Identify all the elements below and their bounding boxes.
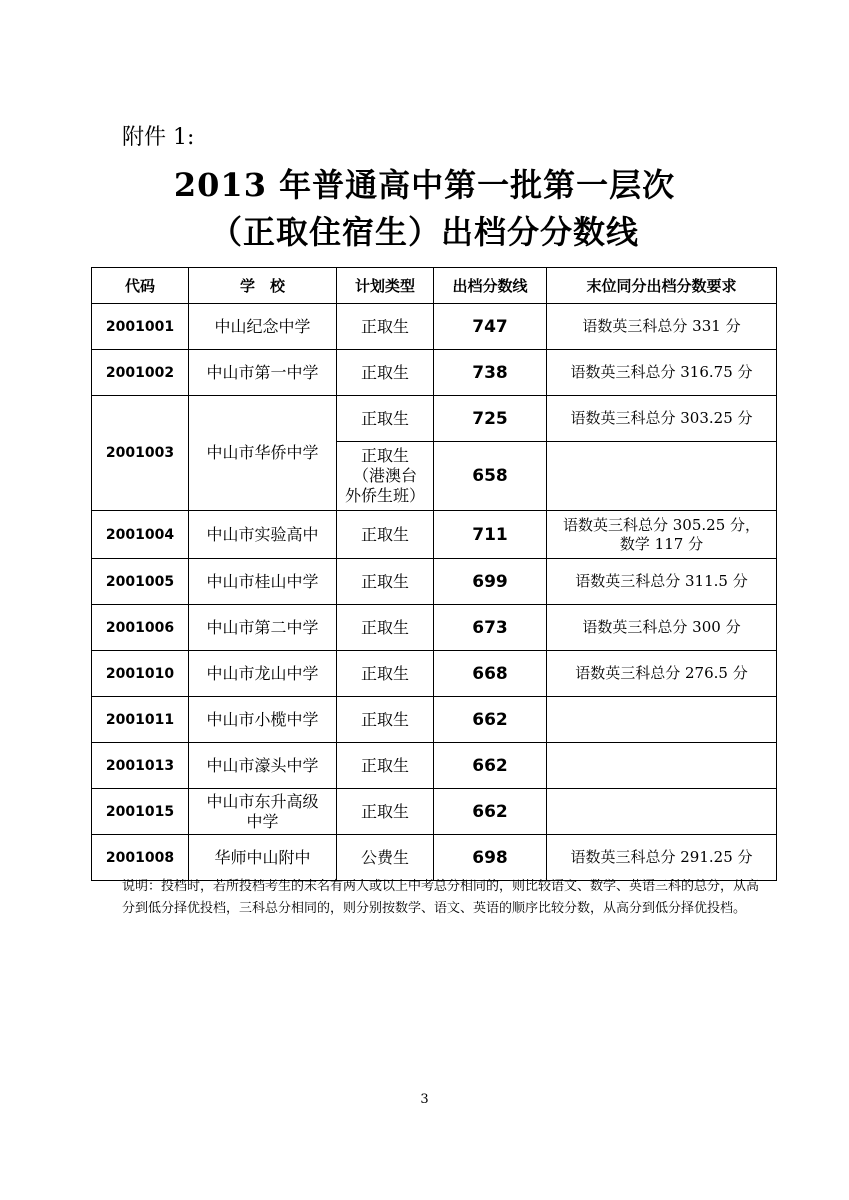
- school-name-cell: 中山市桂山中学: [189, 559, 337, 605]
- score-line-cell: 747: [434, 304, 547, 350]
- school-code-cell: 2001015: [92, 789, 189, 835]
- table-row: [92, 605, 777, 651]
- score-line-cell: 711: [434, 511, 547, 559]
- plan-type-cell: 正取生: [337, 304, 434, 350]
- school-name-cell: 中山市华侨中学: [189, 396, 337, 511]
- score-line-cell: 725: [434, 396, 547, 442]
- plan-type-cell: 正取生: [337, 559, 434, 605]
- plan-type-cell: 正取生: [337, 605, 434, 651]
- tie-requirement-cell: [547, 789, 777, 835]
- attachment-label: 附件 1:: [122, 125, 195, 150]
- score-line-cell: 698: [434, 835, 547, 881]
- tie-requirement-cell: 语数英三科总分 305.25 分， 数学 117 分: [547, 511, 777, 559]
- table-row: [92, 559, 777, 605]
- plan-type-cell: 正取生: [337, 789, 434, 835]
- header-school: 学 校: [189, 268, 337, 304]
- school-name-cell: 中山市实验高中: [189, 511, 337, 559]
- plan-type-cell: 正取生: [337, 743, 434, 789]
- tie-requirement-cell: 语数英三科总分 300 分: [547, 605, 777, 651]
- tie-requirement-cell: 语数英三科总分 331 分: [547, 304, 777, 350]
- plan-type-cell: 正取生 （港澳台 外侨生班）: [337, 442, 434, 511]
- tie-requirement-cell: 语数英三科总分 291.25 分: [547, 835, 777, 881]
- school-name-cell: 华师中山附中: [189, 835, 337, 881]
- table-row: [92, 304, 777, 350]
- school-code-cell: 2001004: [92, 511, 189, 559]
- score-line-cell: 738: [434, 350, 547, 396]
- table-row: [92, 396, 777, 442]
- table-header-row: [92, 268, 777, 304]
- school-code-cell: 2001003: [92, 396, 189, 511]
- school-code-cell: 2001002: [92, 350, 189, 396]
- school-code-cell: 2001001: [92, 304, 189, 350]
- table-row: [92, 651, 777, 697]
- table-row: [92, 697, 777, 743]
- tie-requirement-cell: 语数英三科总分 276.5 分: [547, 651, 777, 697]
- tie-requirement-cell: 语数英三科总分 316.75 分: [547, 350, 777, 396]
- school-name-cell: 中山纪念中学: [189, 304, 337, 350]
- header-score-line: 出档分数线: [434, 268, 547, 304]
- plan-type-cell: 正取生: [337, 651, 434, 697]
- school-code-cell: 2001008: [92, 835, 189, 881]
- school-code-cell: 2001011: [92, 697, 189, 743]
- school-name-cell: 中山市第二中学: [189, 605, 337, 651]
- table-row: [92, 511, 777, 559]
- plan-type-cell: 正取生: [337, 350, 434, 396]
- page-number: 3: [420, 1092, 429, 1107]
- header-code: 代码: [92, 268, 189, 304]
- score-line-cell: 662: [434, 697, 547, 743]
- school-name-cell: 中山市濠头中学: [189, 743, 337, 789]
- tie-requirement-cell: 语数英三科总分 311.5 分: [547, 559, 777, 605]
- school-name-cell: 中山市小榄中学: [189, 697, 337, 743]
- table-row: [92, 743, 777, 789]
- tie-requirement-cell: [547, 442, 777, 511]
- score-line-cell: 699: [434, 559, 547, 605]
- document-title-line-1: 2013 年普通高中第一批第一层次: [173, 166, 676, 204]
- plan-type-cell: 正取生: [337, 697, 434, 743]
- school-code-cell: 2001010: [92, 651, 189, 697]
- plan-type-cell: 正取生: [337, 511, 434, 559]
- school-code-cell: 2001013: [92, 743, 189, 789]
- plan-type-cell: 正取生: [337, 396, 434, 442]
- score-line-cell: 668: [434, 651, 547, 697]
- school-name-cell: 中山市东升高级 中学: [189, 789, 337, 835]
- document-title-line-2: （正取住宿生）出档分分数线: [209, 213, 639, 251]
- score-line-cell: 673: [434, 605, 547, 651]
- score-line-cell: 662: [434, 743, 547, 789]
- school-code-cell: 2001005: [92, 559, 189, 605]
- tie-requirement-cell: [547, 697, 777, 743]
- school-name-cell: 中山市第一中学: [189, 350, 337, 396]
- tie-requirement-cell: [547, 743, 777, 789]
- table-body: [92, 304, 777, 881]
- header-plan-type: 计划类型: [337, 268, 434, 304]
- table-row: [92, 835, 777, 881]
- score-line-cell: 658: [434, 442, 547, 511]
- score-table: [91, 267, 777, 881]
- explanatory-note: 说明：投档时，若所投档考生的末名有两人或以上中考总分相同的，则比较语文、数学、英语三科的总分，从高分到低分择优投档，三科总分相同的，则分别按数学、语文、英语的顺序比较分数，从高分到低分择优投档。: [122, 879, 760, 916]
- plan-type-cell: 公费生: [337, 835, 434, 881]
- header-tie-requirement: 末位同分出档分数要求: [547, 268, 777, 304]
- school-name-cell: 中山市龙山中学: [189, 651, 337, 697]
- school-code-cell: 2001006: [92, 605, 189, 651]
- table-row: [92, 350, 777, 396]
- tie-requirement-cell: 语数英三科总分 303.25 分: [547, 396, 777, 442]
- score-line-cell: 662: [434, 789, 547, 835]
- table-row: [92, 789, 777, 835]
